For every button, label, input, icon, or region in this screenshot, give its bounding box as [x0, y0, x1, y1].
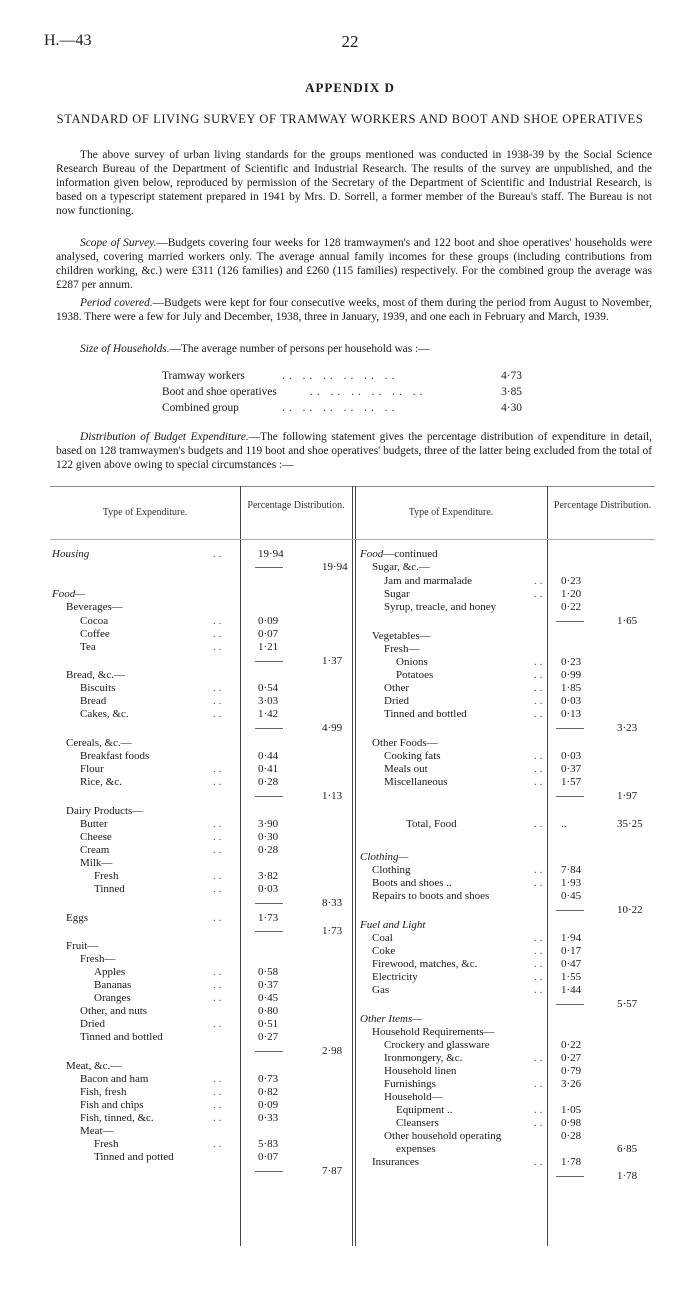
table-row-label: Tinned: [94, 883, 125, 895]
table-row-label: Food—: [52, 588, 85, 600]
table-row-label: Cream: [80, 844, 110, 856]
percentage-value: 3·03: [258, 695, 279, 707]
col-divider: [352, 486, 353, 1246]
household-value: 4·30: [501, 402, 522, 414]
appendix-title: APPENDIX D: [305, 80, 395, 95]
leader-dots: ..: [213, 682, 225, 694]
leader-dots: ..: [213, 870, 225, 882]
subtotal-value: 4·99: [322, 722, 343, 734]
leader-dots: ..: [534, 776, 546, 788]
leader-dots: ..: [534, 932, 546, 944]
leader-dots: ..: [534, 695, 546, 707]
header-percentage-left: Percentage Distribution.: [247, 500, 345, 511]
table-row-label: Coal: [372, 932, 393, 944]
percentage-value: 1·05: [561, 1104, 582, 1116]
right-column: [356, 548, 655, 1228]
percentage-value: 0·22: [561, 1039, 582, 1051]
header-type-right: Type of Expenditure.: [408, 507, 494, 518]
leader-dots: ..: [213, 883, 225, 895]
table-row-label: Potatoes: [396, 669, 434, 681]
subtotal-value: 8·33: [322, 897, 343, 909]
percentage-value: 3·82: [258, 870, 279, 882]
table-row-label: Flour: [80, 763, 104, 775]
table-row-label: Meat—: [80, 1125, 114, 1137]
table-row-label: Jam and marmalade: [384, 575, 472, 587]
percentage-value: 3·90: [258, 818, 279, 830]
table-row-label: Bread, &c.—: [66, 669, 125, 681]
table-row-label: Repairs to boots and shoes: [372, 890, 490, 902]
percentage-value: 3·26: [561, 1078, 582, 1090]
header-rule: [50, 539, 655, 540]
table-row-label: Tinned and potted: [94, 1151, 174, 1163]
subtotal-value: 7·87: [322, 1165, 343, 1177]
percentage-value: 0·27: [561, 1052, 582, 1064]
percentage-value: 0·09: [258, 1099, 279, 1111]
subtotal-value: 2·98: [322, 1045, 343, 1057]
percentage-value: 1·20: [561, 588, 582, 600]
household-value: 4·73: [501, 370, 522, 382]
leader-dots: ..: [213, 628, 225, 640]
table-row-label: Electricity: [372, 971, 418, 983]
leader-dots: ..: [534, 1078, 546, 1090]
leader-dots: ..: [213, 1138, 225, 1150]
leader-dots: ..: [213, 992, 225, 1004]
subtotal-value: 1·97: [617, 790, 638, 802]
percentage-value: 0·98: [561, 1117, 582, 1129]
table-row-label: Other Foods—: [372, 737, 438, 749]
table-row-label: Cheese: [80, 831, 112, 843]
table-row-label: Other, and nuts: [80, 1005, 148, 1017]
percentage-value: 0·45: [258, 992, 279, 1004]
leader-dots: ..: [534, 1104, 546, 1116]
table-row-label: Cakes, &c.: [80, 708, 129, 720]
table-row-label: Bacon and ham: [80, 1073, 149, 1085]
table-row-label: Gas: [372, 984, 390, 996]
percentage-value: 0·03: [561, 695, 582, 707]
subtotal-rule: [556, 621, 584, 622]
leader-dots: ..: [534, 877, 546, 889]
table-row-label: Syrup, treacle, and honey: [384, 601, 497, 613]
leader-dots: ..: [213, 708, 225, 720]
size-paragraph: Size of Households.—The average number of persons per household was :—: [80, 343, 430, 355]
subtotal-rule: [255, 1171, 283, 1172]
percentage-value: 0·54: [258, 682, 279, 694]
table-row-label: Butter: [80, 818, 108, 830]
table-row-label: Insurances: [372, 1156, 420, 1168]
table-row-label: Beverages—: [66, 601, 123, 613]
subtotal-value: 1·13: [322, 790, 343, 802]
percentage-value: 19·94: [258, 548, 284, 560]
percentage-value: 0·79: [561, 1065, 582, 1077]
percentage-value: 0·03: [258, 883, 279, 895]
table-row-label: Fish, fresh: [80, 1086, 127, 1098]
leader-dots: ..: [534, 1117, 546, 1129]
percentage-value: 0·28: [561, 1130, 582, 1142]
table-row-label: Fish and chips: [80, 1099, 144, 1111]
household-value: 3·85: [501, 386, 522, 398]
percentage-value: 0·41: [258, 763, 279, 775]
table-row-label: Sugar: [384, 588, 410, 600]
leader-dots: ..: [534, 682, 546, 694]
subtotal-value: 10·22: [617, 904, 643, 916]
percentage-value: 0·23: [561, 575, 582, 587]
header-type-left: Type of Expenditure.: [102, 507, 188, 518]
leader-dots: ..: [213, 912, 225, 924]
subtotal-rule: [556, 910, 584, 911]
subtotal-rule: [556, 796, 584, 797]
leader-dots: ..: [213, 695, 225, 707]
table-row-label: Dried: [80, 1018, 106, 1030]
leader-dots: .. .. .. .. .. ..: [282, 402, 399, 414]
percentage-value: 0·30: [258, 831, 279, 843]
leader-dots: ..: [213, 1086, 225, 1098]
table-row-label: Household linen: [384, 1065, 457, 1077]
subtotal-value: 35·25: [617, 818, 643, 830]
subtotal-rule: [255, 1051, 283, 1052]
table-row-label: Dairy Products—: [66, 805, 144, 817]
leader-dots: ..: [534, 971, 546, 983]
leader-dots: ..: [534, 1156, 546, 1168]
leader-dots: ..: [534, 763, 546, 775]
left-column: [50, 548, 352, 1228]
table-row-label: Cocoa: [80, 615, 109, 627]
table-row-label: expenses: [396, 1143, 436, 1155]
table-row-label: Total, Food: [406, 818, 457, 830]
percentage-value: 1·42: [258, 708, 279, 720]
table-row-label: Bananas: [94, 979, 132, 991]
percentage-value: 0·99: [561, 669, 582, 681]
table-row-label: Apples: [94, 966, 126, 978]
subtotal-value: 19·94: [322, 561, 348, 573]
leader-dots: ..: [213, 818, 225, 830]
document-title: STANDARD OF LIVING SURVEY OF TRAMWAY WORKERS AND BOOT AND SHOE OPERATIVES: [56, 112, 644, 126]
table-row-label: Other Items—: [360, 1013, 423, 1025]
leader-dots: ..: [213, 763, 225, 775]
leader-dots: ..: [213, 844, 225, 856]
page-number: 22: [341, 32, 359, 51]
subtotal-rule: [556, 728, 584, 729]
table-row-label: Biscuits: [80, 682, 116, 694]
table-row-label: Boots and shoes ..: [372, 877, 452, 889]
percentage-value: 0·47: [561, 958, 582, 970]
table-row-label: Vegetables—: [372, 630, 431, 642]
percentage-value: 0·51: [258, 1018, 279, 1030]
percentage-value: 0·45: [561, 890, 582, 902]
leader-dots: ..: [534, 945, 546, 957]
leader-dots: ..: [534, 750, 546, 762]
table-row-label: Bread: [80, 695, 107, 707]
table-row-label: Equipment ..: [396, 1104, 453, 1116]
subtotal-rule: [255, 796, 283, 797]
subtotal-value: 6·85: [617, 1143, 638, 1155]
leader-dots: ..: [534, 818, 546, 830]
percentage-value: 7·84: [561, 864, 582, 876]
table-row-label: Tinned and bottled: [80, 1031, 163, 1043]
subtotal-value: 5·57: [617, 998, 638, 1010]
table-row-label: Household Requirements—: [372, 1026, 495, 1038]
percentage-value: 1·94: [561, 932, 582, 944]
subtotal-rule: [255, 903, 283, 904]
percentage-value: 1·73: [258, 912, 279, 924]
table-row-label: Meat, &c.—: [66, 1060, 122, 1072]
subtotal-rule: [255, 661, 283, 662]
table-row-label: Fresh: [94, 1138, 119, 1150]
table-row-label: Other household operating: [384, 1130, 502, 1142]
table-row-label: Tinned and bottled: [384, 708, 467, 720]
subtotal-value: 1·73: [322, 925, 343, 937]
percentage-value: 0·82: [258, 1086, 279, 1098]
percentage-value: 5·83: [258, 1138, 279, 1150]
subtotal-rule: [255, 567, 283, 568]
percentage-value: 0·27: [258, 1031, 279, 1043]
table-row-label: Rice, &c.: [80, 776, 122, 788]
percentage-value: 1·44: [561, 984, 582, 996]
percentage-value: 0·03: [561, 750, 582, 762]
subtotal-value: 1·78: [617, 1170, 638, 1182]
leader-dots: ..: [213, 1018, 225, 1030]
leader-dots: ..: [534, 656, 546, 668]
period-paragraph: Period covered.—Budgets were kept for four consecutive weeks, most of them during the period from August to November, 1938. There were a few for July and December, 1938, three in January, 1939, and one each in February and March, 1939.: [56, 297, 652, 323]
leader-dots: ..: [213, 979, 225, 991]
subtotal-value: 3·23: [617, 722, 638, 734]
table-row-label: Other: [384, 682, 410, 694]
table-row-label: Cleansers: [396, 1117, 439, 1129]
percentage-value: 1·93: [561, 877, 582, 889]
percentage-value: 1·55: [561, 971, 582, 983]
percentage-value: ..: [561, 818, 567, 830]
household-label: Boot and shoe operatives: [162, 386, 277, 398]
subtotal-value: 1·65: [617, 615, 638, 627]
table-row-label: Fresh—: [384, 643, 420, 655]
leader-dots: ..: [213, 1073, 225, 1085]
percentage-value: 0·44: [258, 750, 279, 762]
percentage-value: 0·07: [258, 628, 279, 640]
percentage-value: 0·23: [561, 656, 582, 668]
leader-dots: ..: [534, 864, 546, 876]
document-reference: H.—43: [44, 32, 92, 49]
table-row-label: Furnishings: [384, 1078, 436, 1090]
table-row-label: Tea: [80, 641, 96, 653]
scope-paragraph: Scope of Survey.—Budgets covering four weeks for 128 tramwaymen's and 122 boot and shoe operatives' households were analysed, covering married workers only. The average annual family incomes for these groups (including contributions from children working, &c.) were £311 (126 families) and £260 (115 families) respectively. For the combined group the average was £287 per annum.: [56, 237, 653, 291]
leader-dots: ..: [213, 966, 225, 978]
percentage-value: 0·09: [258, 615, 279, 627]
table-row-label: Cooking fats: [384, 750, 441, 762]
leader-dots: ..: [534, 708, 546, 720]
leader-dots: ..: [213, 1112, 225, 1124]
table-row-label: Fresh: [94, 870, 119, 882]
percentage-value: 0·13: [561, 708, 582, 720]
table-row-label: Cereals, &c.—: [66, 737, 132, 749]
percentage-value: 0·07: [258, 1151, 279, 1163]
intro-paragraph: The above survey of urban living standards for the groups mentioned was conducted in 1938-39 by the Social Science Research Bureau of the Department of Scientific and Industrial Research. The results of the survey are unpublished, and the information given below, reproduced by permission of the Secretary of the Department of Scientific and Industrial Research, is based on a typescript statement prepared in 1941 by Mrs. D. Sorrell, a former member of the Bureau's staff. The Bureau is not now functioning.: [56, 149, 652, 217]
leader-dots: ..: [213, 641, 225, 653]
leader-dots: .. .. .. .. .. ..: [282, 370, 399, 382]
leader-dots: .. .. .. .. .. ..: [310, 386, 427, 398]
table-row-label: Miscellaneous: [384, 776, 448, 788]
table-row-label: Firewood, matches, &c.: [372, 958, 478, 970]
leader-dots: ..: [534, 1052, 546, 1064]
leader-dots: ..: [534, 984, 546, 996]
leader-dots: ..: [213, 548, 225, 560]
table-row-label: Onions: [396, 656, 428, 668]
table-row-label: Sugar, &c.—: [372, 561, 430, 573]
subtotal-rule: [556, 1004, 584, 1005]
table-row-label: Crockery and glassware: [384, 1039, 490, 1051]
percentage-value: 1·21: [258, 641, 279, 653]
household-label: Tramway workers: [162, 370, 245, 382]
table-row-label: Meals out: [384, 763, 428, 775]
table-row-label: Dried: [384, 695, 410, 707]
table-row-label: Eggs: [66, 912, 88, 924]
table-row-label: Clothing—: [360, 851, 409, 863]
percentage-value: 0·28: [258, 844, 279, 856]
percentage-value: 1·78: [561, 1156, 582, 1168]
table-row-label: Food—continued: [360, 548, 438, 560]
percentage-value: 0·37: [561, 763, 582, 775]
percentage-value: 0·17: [561, 945, 582, 957]
subtotal-value: 1·37: [322, 655, 343, 667]
subtotal-rule: [255, 931, 283, 932]
table-row-label: Breakfast foods: [80, 750, 150, 762]
subtotal-rule: [556, 1176, 584, 1177]
distribution-paragraph: Distribution of Budget Expenditure.—The following statement gives the percentage distribution of expenditure in detail, based on 128 tramwaymen's budgets and 119 boot and shoe operatives' budgets, three of the latter being excluded from the total of 122 given above owing to special circumstances :—: [56, 431, 652, 471]
percentage-value: 1·85: [561, 682, 582, 694]
leader-dots: ..: [534, 575, 546, 587]
percentage-value: 0·80: [258, 1005, 279, 1017]
table-row-label: Coke: [372, 945, 396, 957]
percentage-value: 0·22: [561, 601, 582, 613]
leader-dots: ..: [213, 615, 225, 627]
percentage-value: 1·57: [561, 776, 582, 788]
leader-dots: ..: [534, 588, 546, 600]
table-row-label: Ironmongery, &c.: [384, 1052, 463, 1064]
table-row-label: Housing: [52, 548, 90, 560]
percentage-value: 0·73: [258, 1073, 279, 1085]
table-row-label: Oranges: [94, 992, 131, 1004]
leader-dots: ..: [213, 1099, 225, 1111]
percentage-value: 0·58: [258, 966, 279, 978]
table-row-label: Clothing: [372, 864, 411, 876]
header-percentage-right: Percentage Distribution.: [553, 500, 652, 511]
expenditure-table: [50, 486, 655, 1246]
leader-dots: ..: [213, 776, 225, 788]
table-row-label: Household—: [384, 1091, 443, 1103]
leader-dots: ..: [534, 958, 546, 970]
subtotal-rule: [255, 728, 283, 729]
percentage-value: 0·28: [258, 776, 279, 788]
table-row-label: Milk—: [80, 857, 113, 869]
table-row-label: Fuel and Light: [360, 919, 426, 931]
table-row-label: Fruit—: [66, 940, 99, 952]
table-row-label: Fish, tinned, &c.: [80, 1112, 154, 1124]
household-label: Combined group: [162, 402, 239, 414]
leader-dots: ..: [213, 831, 225, 843]
table-row-label: Coffee: [80, 628, 110, 640]
leader-dots: ..: [534, 669, 546, 681]
percentage-value: 0·33: [258, 1112, 279, 1124]
percentage-value: 0·37: [258, 979, 279, 991]
table-row-label: Fresh—: [80, 953, 116, 965]
